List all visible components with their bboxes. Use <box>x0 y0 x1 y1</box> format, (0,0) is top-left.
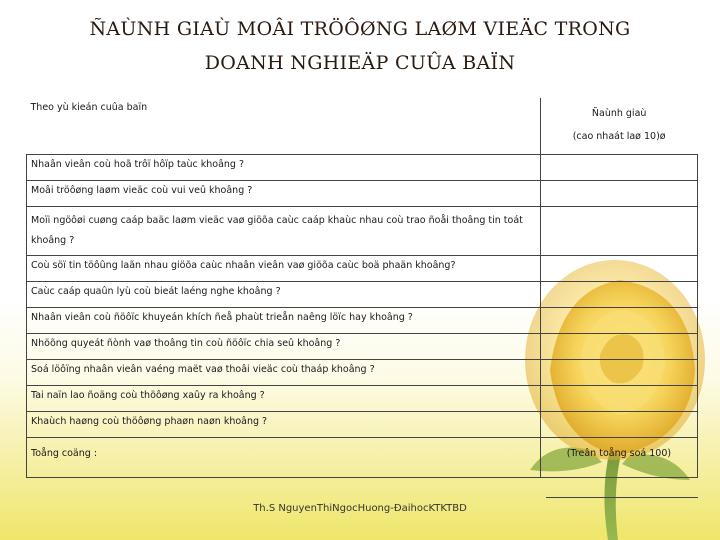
table-row <box>27 282 698 308</box>
score-cell[interactable] <box>540 207 697 256</box>
score-cell[interactable] <box>540 282 697 308</box>
total-row <box>27 438 698 478</box>
header-score-label: Ñaùnh giaù <box>591 108 647 119</box>
question-cell: Nhaân vieân coù hoã trôï hôïp taùc khoâng ? <box>27 155 541 181</box>
table-row <box>27 256 698 282</box>
total-underline <box>546 497 698 498</box>
survey-table <box>26 98 698 478</box>
table-row <box>27 334 698 360</box>
question-cell: Moïi ngöôøi cuøng caáp baäc laøm vieäc vaø giöõa caùc caáp khaùc nhau coù trao ñoåi thoâng tin toát khoâng ? <box>27 207 541 256</box>
question-cell: Moâi tröôøng laøm vieäc coù vui veû khoâng ? <box>27 181 541 207</box>
question-cell: Khaùch haøng coù thöôøng phaøn naøn khoâng ? <box>27 412 541 438</box>
question-cell: Coù söï tin töôûng laãn nhau giöõa caùc nhaân vieân vaø giöõa caùc boä phaän khoâng? <box>27 256 541 282</box>
score-cell[interactable] <box>540 181 697 207</box>
title-line-2: DOANH NGHIEÄP CUÛA BAÏN <box>204 52 516 74</box>
question-cell: Caùc caáp quaûn lyù coù bieát laéng nghe khoâng ? <box>27 282 541 308</box>
table-header-row <box>27 98 698 155</box>
question-cell: Soá löôïng nhaân vieân vaéng maët vaø thoâi vieäc coù thaáp khoâng ? <box>27 360 541 386</box>
score-cell[interactable] <box>540 360 697 386</box>
page-title <box>60 12 660 80</box>
table-row <box>27 181 698 207</box>
score-cell[interactable] <box>540 412 697 438</box>
title-line-1: ÑAÙNH GIAÙ MOÂI TRÖÔØNG LAØM VIEÄC TRONG <box>89 18 631 40</box>
table-row <box>27 386 698 412</box>
question-cell: Nhöõng quyeát ñònh vaø thoâng tin coù ñöôïc chia seû khoâng ? <box>27 334 541 360</box>
table-row <box>27 360 698 386</box>
score-cell[interactable] <box>540 308 697 334</box>
score-cell[interactable] <box>540 256 697 282</box>
total-note: (Treân toång soá 100) <box>540 438 697 478</box>
header-score <box>540 98 697 155</box>
score-cell[interactable] <box>540 155 697 181</box>
score-cell[interactable] <box>540 334 697 360</box>
table-row <box>27 412 698 438</box>
header-score-range: (cao nhaát laø 10)ø <box>572 131 666 142</box>
question-cell: Tai naïn lao ñoäng coù thöôøng xaûy ra khoâng ? <box>27 386 541 412</box>
total-label: Toång coäng : <box>27 438 541 478</box>
footer-credit: Th.S NguyenThiNgocHuong-ĐaihocKTKTBD <box>253 503 467 514</box>
question-cell: Nhaân vieân coù ñöôïc khuyeán khích ñeå phaùt trieån naêng löïc hay khoâng ? <box>27 308 541 334</box>
table-row <box>27 207 698 256</box>
score-cell[interactable] <box>540 386 697 412</box>
table-row <box>27 155 698 181</box>
table-row <box>27 308 698 334</box>
header-question: Theo yù kieán cuûa baïn <box>27 98 541 155</box>
